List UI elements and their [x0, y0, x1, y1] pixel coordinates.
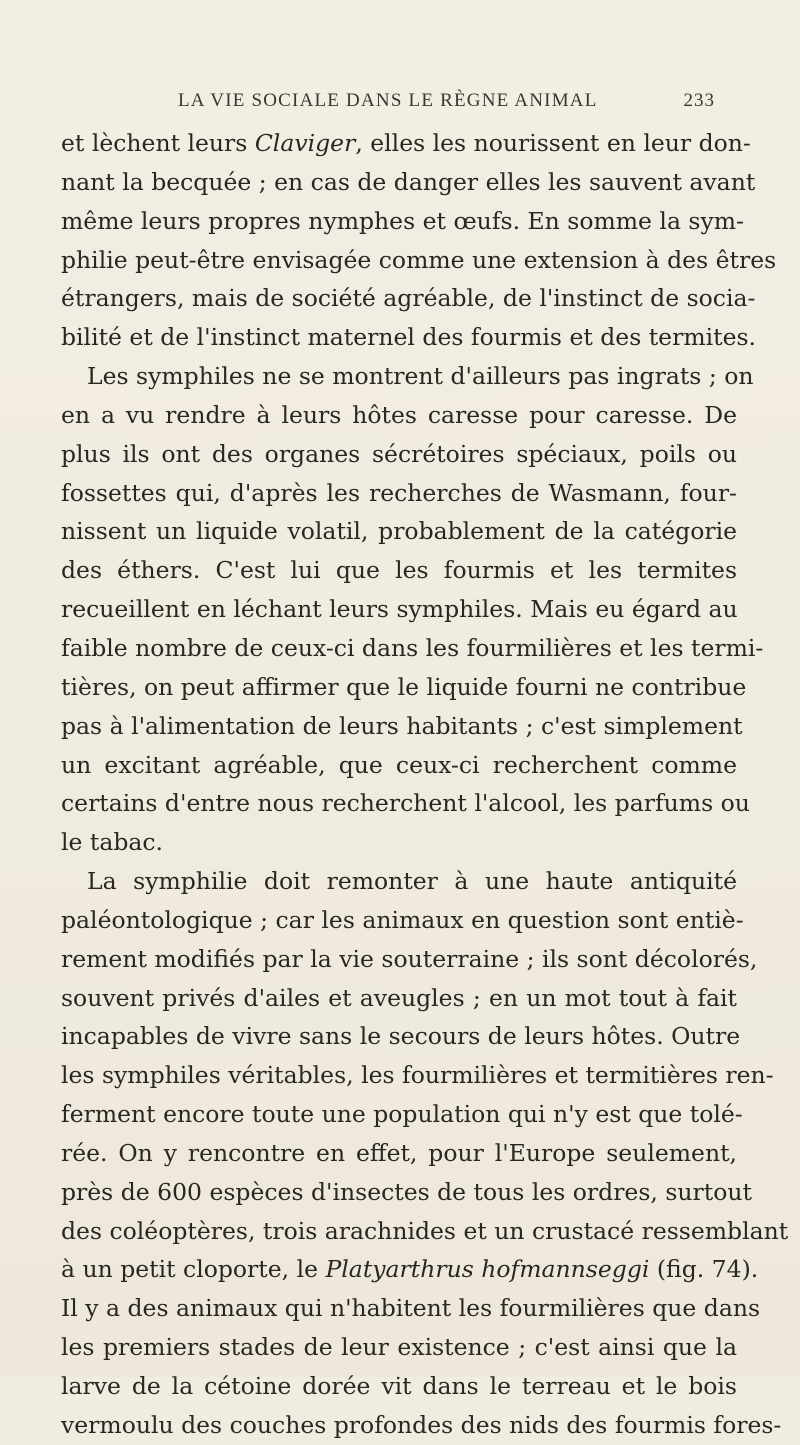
text-segment: même leurs propres nymphes et œufs. En somme la sym-: [61, 206, 744, 235]
text-line: [61, 474, 737, 513]
text-segment: vermoulu des couches profondes des nids des fourmis fores-: [61, 1410, 782, 1439]
text-segment: (fig. 74).: [649, 1255, 759, 1284]
text-line: [61, 784, 750, 823]
text-segment: faible nombre de ceux-ci dans les fourmilières et les termi-: [61, 633, 764, 662]
text-line: [61, 163, 756, 202]
text-line: [61, 279, 756, 318]
text-segment: à un petit cloporte, le: [61, 1255, 326, 1284]
text-line: [61, 1367, 737, 1406]
text-line: [61, 357, 754, 396]
text-segment: rée. On y rencontre en effet, pour l'Europe seulement,: [61, 1138, 737, 1167]
text-segment: Il y a des animaux qui n'habitent les fourmilières que dans: [61, 1294, 761, 1323]
text-line: [61, 1095, 743, 1134]
text-segment: ferment encore toute une population qui n'y est que tolé-: [61, 1100, 743, 1129]
text-line: [61, 1056, 774, 1095]
text-line: [61, 318, 757, 357]
text-segment: , elles les nourissent en leur don-: [355, 129, 751, 157]
italic-text: Platyarthrus hofmannseggi: [325, 1255, 650, 1284]
text-line: [61, 551, 737, 590]
text-line: [61, 1250, 759, 1289]
text-segment: Les symphiles ne se montrent d'ailleurs pas ingrats ; on: [87, 362, 754, 391]
text-segment: fossettes qui, d'après les recherches de Wasmann, four-: [61, 478, 737, 507]
text-line: [61, 1017, 741, 1056]
text-line: [61, 435, 737, 474]
text-segment: nissent un liquide volatil, probablement de la catégorie: [61, 517, 737, 546]
text-line: [61, 1406, 782, 1445]
text-segment: les symphiles véritables, les fourmilières et termitières ren-: [61, 1061, 774, 1090]
text-segment: étrangers, mais de société agréable, de l'instinct de socia-: [61, 284, 756, 313]
text-line: [61, 202, 744, 241]
text-segment: rement modifiés par la vie souterraine ; ils sont décolorés,: [61, 944, 758, 973]
text-line: [61, 901, 744, 940]
text-line: [61, 396, 737, 435]
text-segment: plus ils ont des organes sécrétoires spéciaux, poils ou: [61, 439, 737, 468]
text-segment: larve de la cétoine dorée vit dans le terreau et le bois: [61, 1372, 737, 1400]
text-segment: La symphilie doit remonter à une haute antiquité: [87, 867, 737, 896]
body-text: [61, 124, 789, 1445]
text-segment: philie peut-être envisagée comme une extension à des êtres: [61, 245, 777, 274]
text-segment: en a vu rendre à leurs hôtes caresse pour caresse. De: [61, 400, 737, 429]
text-segment: les premiers stades de leur existence ; c'est ainsi que la: [61, 1333, 737, 1362]
text-line: [61, 823, 737, 862]
text-segment: incapables de vivre sans le secours de leurs hôtes. Outre: [61, 1022, 741, 1051]
text-line: [61, 862, 737, 901]
text-segment: tières, on peut affirmer que le liquide fourni ne contribue: [61, 672, 747, 701]
text-line: [61, 940, 758, 979]
text-segment: et lèchent leurs: [61, 129, 255, 157]
text-segment: des éthers. C'est lui que les fourmis et les termites: [61, 556, 737, 585]
text-segment: le tabac.: [61, 828, 164, 857]
text-line: [61, 241, 777, 280]
text-segment: nant la becquée ; en cas de danger elles les sauvent avant: [61, 167, 756, 196]
text-segment: certains d'entre nous recherchent l'alcool, les parfums ou: [61, 789, 750, 818]
text-segment: souvent privés d'ailes et aveugles ; en un mot tout à fait: [61, 983, 737, 1012]
text-line: [61, 1289, 761, 1328]
text-segment: bilité et de l'instinct maternel des fourmis et des termites.: [61, 323, 757, 352]
text-line: [61, 1173, 752, 1212]
text-line: [61, 590, 737, 629]
text-segment: un excitant agréable, que ceux-ci recherchent comme: [61, 750, 737, 779]
text-line: [61, 512, 737, 551]
text-segment: pas à l'alimentation de leurs habitants ; c'est simplement: [61, 711, 743, 740]
text-line: [61, 124, 751, 163]
text-line: [61, 1134, 737, 1173]
text-segment: des coléoptères, trois arachnides et un crustacé ressemblant: [61, 1216, 789, 1245]
text-segment: paléontologique ; car les animaux en question sont entiè-: [61, 905, 744, 934]
text-line: [61, 707, 743, 746]
text-line: [61, 1212, 789, 1251]
text-line: [61, 668, 747, 707]
text-line: [61, 1328, 737, 1367]
text-segment: près de 600 espèces d'insectes de tous les ordres, surtout: [61, 1177, 752, 1206]
running-title: LA VIE SOCIALE DANS LE RÈGNE ANIMAL: [178, 90, 598, 111]
italic-text: Claviger: [254, 129, 356, 157]
page-number: 233: [683, 90, 715, 111]
text-line: [61, 746, 737, 785]
page-header: [0, 90, 800, 120]
text-line: [61, 629, 764, 668]
text-segment: recueillent en léchant leurs symphiles. Mais eu égard au: [61, 595, 738, 624]
text-line: [61, 979, 737, 1018]
